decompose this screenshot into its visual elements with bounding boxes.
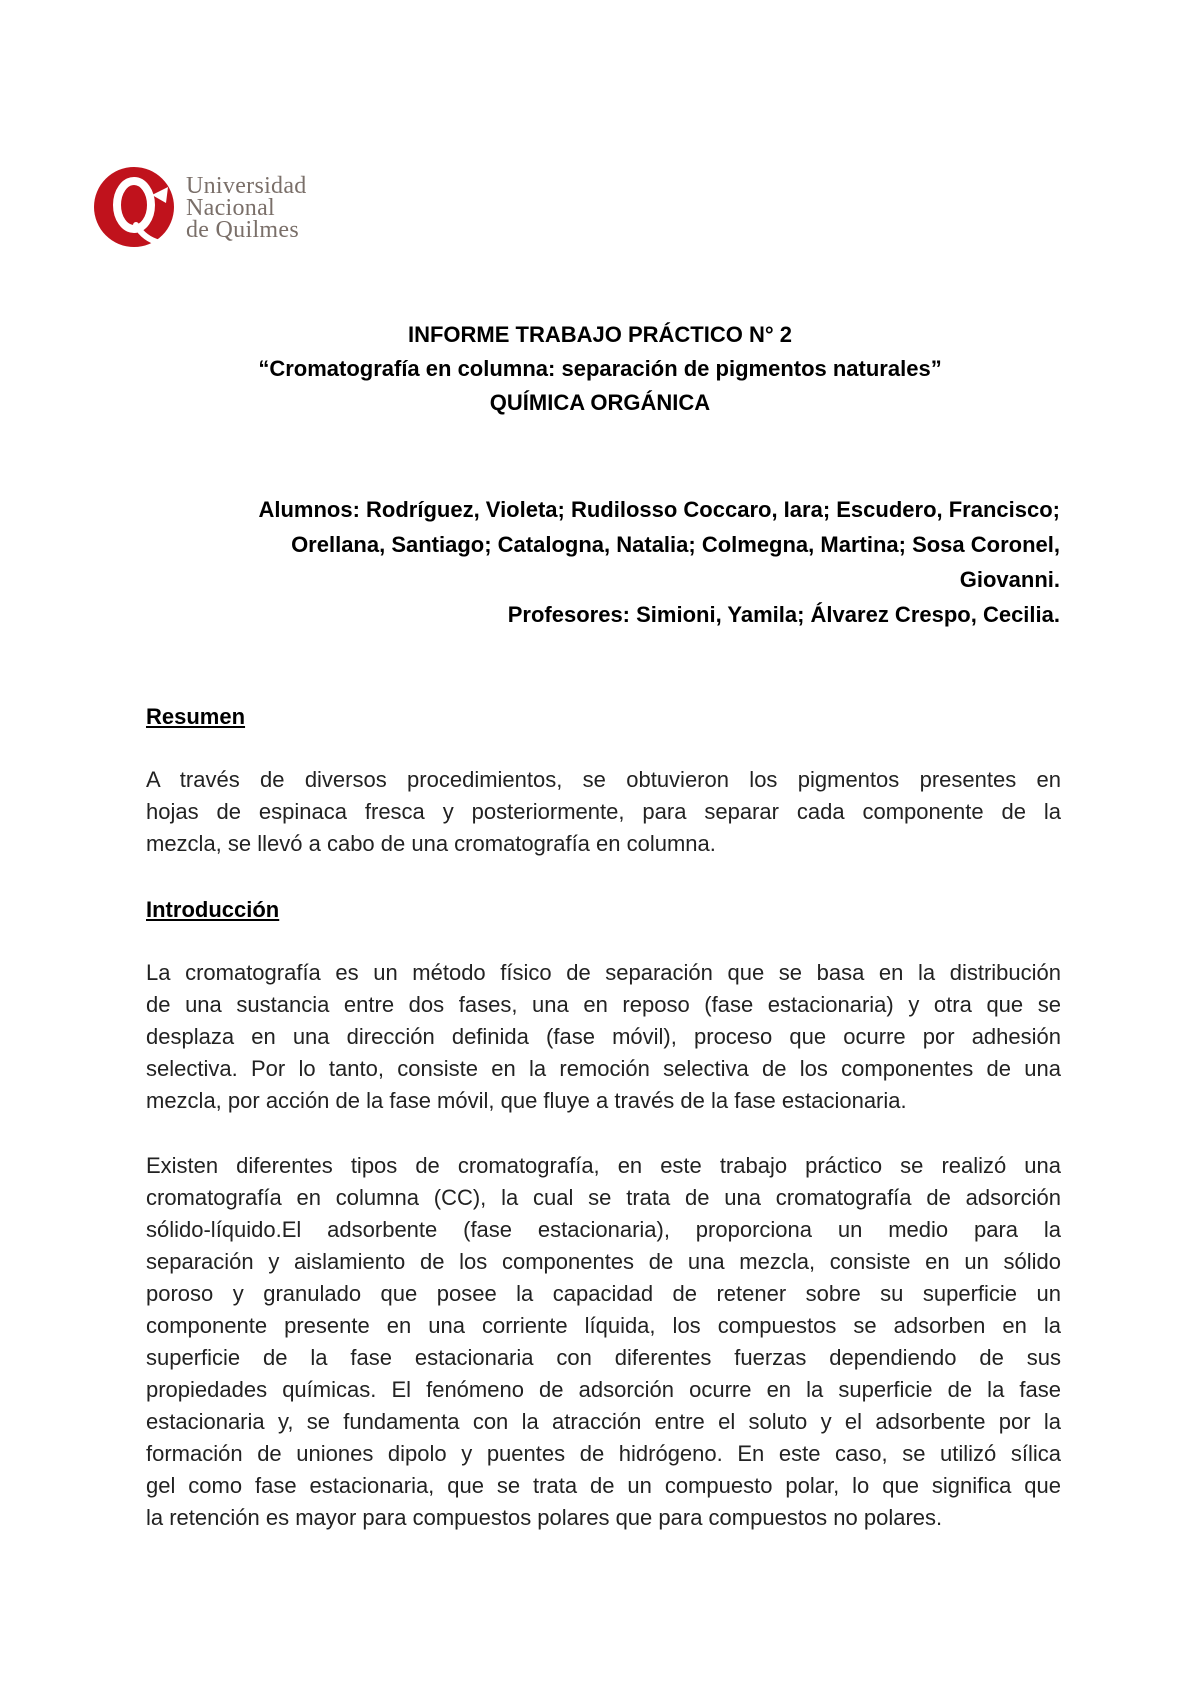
resumen-heading: Resumen (146, 704, 246, 729)
university-name (186, 175, 307, 241)
resumen-line: mezcla, se llevó a cabo de una cromatografía en columna. (146, 831, 716, 856)
intro-p2-line: gel como fase estacionaria, que se trata de un compuesto polar, lo que significa que (146, 1473, 1061, 1498)
introduccion-paragraph-1 (146, 957, 1061, 1117)
intro-p2-line: propiedades químicas. El fenómeno de adsorción ocurre en la superficie de la fase (146, 1377, 1061, 1402)
intro-p1-line: desplaza en una dirección definida (fase móvil), proceso que ocurre por adhesión (146, 1024, 1061, 1049)
students-line-3: Giovanni. (959, 567, 1060, 592)
report-title (0, 318, 1200, 420)
intro-p2-line: separación y aislamiento de los componentes de una mezcla, consiste en un sólido (146, 1249, 1061, 1274)
professors-line: Profesores: Simioni, Yamila; Álvarez Crespo, Cecilia. (507, 602, 1060, 627)
intro-p1-line: de una sustancia entre dos fases, una en reposo (fase estacionaria) y otra que se (146, 992, 1061, 1017)
students-line-2: Orellana, Santiago; Catalogna, Natalia; Colmegna, Martina; Sosa Coronel, (291, 532, 1060, 557)
logo-line-1: Universidad (186, 173, 307, 199)
intro-p2-line: componente presente en una corriente líquida, los compuestos se adsorben en la (146, 1313, 1061, 1338)
intro-p2-line: poroso y granulado que posee la capacidad de retener sobre su superficie un (146, 1281, 1061, 1306)
resumen-paragraph (146, 764, 1061, 860)
intro-p2-line: sólido-líquido.El adsorbente (fase estacionaria), proporciona un medio para la (146, 1217, 1061, 1242)
intro-p2-line: formación de uniones dipolo y puentes de hidrógeno. En este caso, se utilizó sílica (146, 1441, 1061, 1466)
intro-p2-line: la retención es mayor para compuestos polares que para compuestos no polares. (146, 1505, 943, 1530)
authors-block (170, 492, 1060, 632)
resumen-line: A través de diversos procedimientos, se obtuvieron los pigmentos presentes en (146, 767, 1061, 792)
intro-p2-line: superficie de la fase estacionaria con diferentes fuerzas dependiendo de sus (146, 1345, 1061, 1370)
introduccion-heading: Introducción (146, 897, 280, 922)
title-line-1: INFORME TRABAJO PRÁCTICO N° 2 (407, 322, 793, 347)
intro-p1-line: selectiva. Por lo tanto, consiste en la remoción selectiva de los componentes de una (146, 1056, 1061, 1081)
title-line-2: “Cromatografía en columna: separación de pigmentos naturales” (258, 356, 942, 381)
resumen-line: hojas de espinaca fresca y posteriormente, para separar cada componente de la (146, 799, 1061, 824)
intro-p2-line: Existen diferentes tipos de cromatografía, en este trabajo práctico se realizó una (146, 1153, 1061, 1178)
intro-p1-line: La cromatografía es un método físico de separación que se basa en la distribución (146, 960, 1061, 985)
unq-q-mark-icon (92, 165, 182, 255)
intro-p2-line: cromatografía en columna (CC), la cual se trata de una cromatografía de adsorción (146, 1185, 1061, 1210)
logo-line-2: Nacional (186, 195, 276, 221)
logo-line-3: de Quilmes (186, 217, 299, 243)
title-line-3: QUÍMICA ORGÁNICA (489, 390, 711, 415)
intro-p1-line: mezcla, por acción de la fase móvil, que fluye a través de la fase estacionaria. (146, 1088, 907, 1113)
introduccion-paragraph-2 (146, 1150, 1061, 1534)
intro-p2-line: estacionaria y, se fundamenta con la atracción entre el soluto y el adsorbente por la (146, 1409, 1061, 1434)
university-logo (92, 165, 332, 255)
students-line-1: Alumnos: Rodríguez, Violeta; Rudilosso Coccaro, Iara; Escudero, Francisco; (258, 497, 1060, 522)
